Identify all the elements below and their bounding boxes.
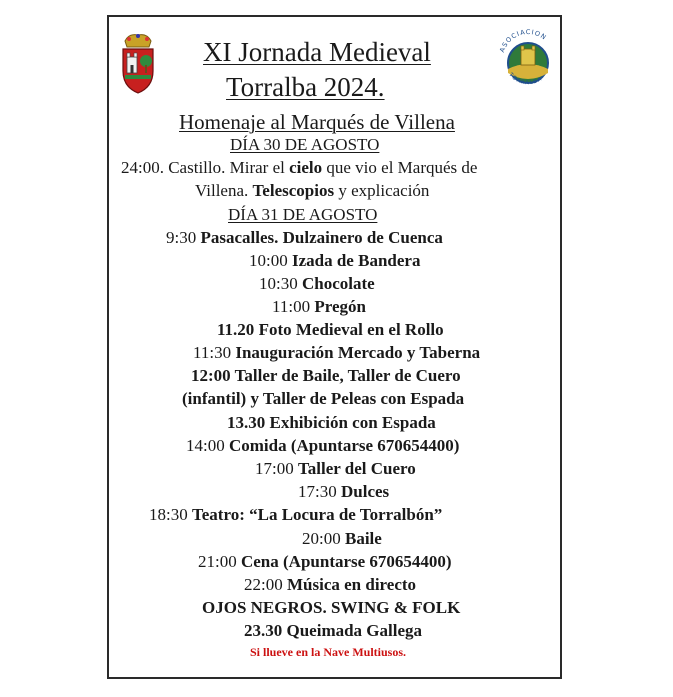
schedule-item: 12:00 Taller de Baile, Taller de Cuero: [191, 366, 461, 385]
schedule-item: 22:00 Música en directo: [244, 575, 417, 594]
schedule-item: 10:30 Chocolate: [259, 274, 375, 293]
poster-frame: [107, 15, 562, 679]
poster-subtitle: Homenaje al Marqués de Villena: [179, 110, 455, 134]
coat-of-arms-icon: [119, 31, 157, 95]
schedule-item: OJOS NEGROS. SWING & FOLK: [202, 598, 461, 617]
schedule-item: 11:00 Pregón: [272, 297, 366, 316]
svg-text:TORRALBA: TORRALBA: [507, 71, 544, 87]
poster-title-line1: XI Jornada Medieval: [203, 37, 431, 67]
schedule-item: (infantil) y Taller de Peleas con Espada: [182, 389, 465, 408]
schedule-item: 18:30 Teatro: “La Locura de Torralbón”: [149, 505, 443, 524]
schedule-item: 17:00 Taller del Cuero: [255, 459, 416, 478]
schedule-item: 20:00 Baile: [302, 529, 382, 548]
svg-text:ASOCIACION: ASOCIACION: [498, 27, 549, 54]
schedule-item: 17:30 Dulces: [298, 482, 390, 501]
poster-title-line2: Torralba 2024.: [226, 72, 385, 102]
day1-line2: Villena. Telescopios y explicación: [195, 181, 430, 200]
schedule-item: 11.20 Foto Medieval en el Rollo: [217, 320, 444, 339]
schedule-item: 21:00 Cena (Apuntarse 670654400): [198, 552, 452, 571]
rain-note: Si llueve en la Nave Multiusos.: [250, 645, 407, 659]
schedule-item: 14:00 Comida (Apuntarse 670654400): [186, 436, 460, 455]
schedule-item: 10:00 Izada de Bandera: [249, 251, 421, 270]
day2-heading: DÍA 31 DE AGOSTO: [228, 205, 378, 224]
day1-line1: 24:00. Castillo. Mirar el cielo que vio el Marqués de: [121, 158, 478, 177]
schedule-item: 13.30 Exhibición con Espada: [227, 413, 436, 432]
association-logo-icon: [495, 23, 561, 97]
schedule-item: 9:30 Pasacalles. Dulzainero de Cuenca: [166, 228, 443, 247]
schedule-item: 11:30 Inauguración Mercado y Taberna: [193, 343, 481, 362]
day1-heading: DÍA 30 DE AGOSTO: [230, 135, 380, 154]
schedule-item: 23.30 Queimada Gallega: [244, 621, 423, 640]
